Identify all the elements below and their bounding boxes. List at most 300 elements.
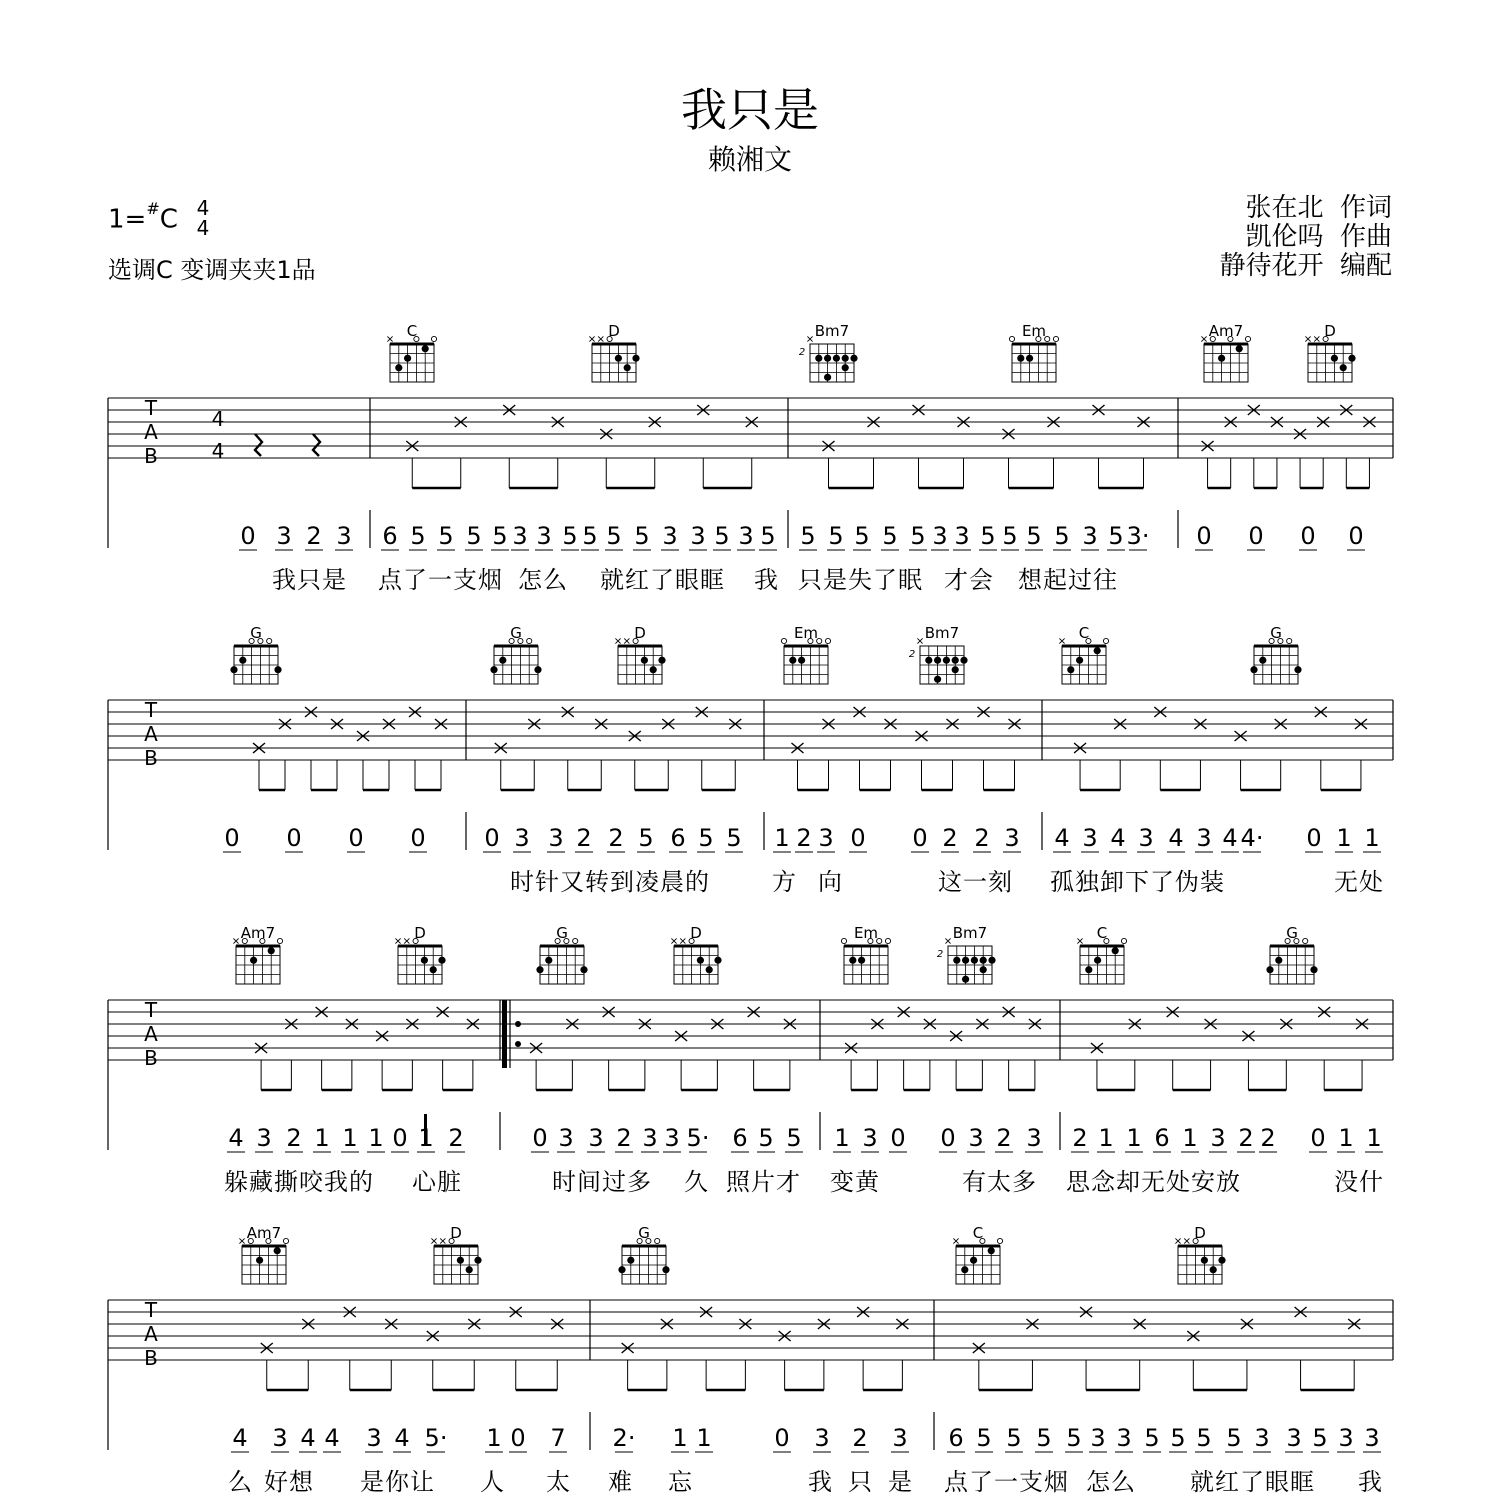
numbered-note: 3 (514, 824, 530, 852)
chord-finger-dot (499, 657, 506, 664)
chord-name: Em (793, 624, 819, 642)
chord-finger-dot (230, 666, 237, 673)
tab-clef-letter: A (144, 420, 158, 444)
numbered-note: 6 (670, 824, 686, 852)
chord-finger-dot (1094, 957, 1101, 964)
numbered-note: 4 (1110, 824, 1126, 852)
lyric-text: 变黄 (830, 1168, 880, 1196)
lyric-text: 没什 (1334, 1168, 1384, 1196)
numbered-note: 0 (392, 1124, 408, 1152)
numbered-note: 3 (1004, 824, 1020, 852)
lyric-text: 向 (818, 868, 843, 896)
chord-diagram-bm7 (909, 624, 968, 684)
lyric-text: 怎么 (1086, 1468, 1136, 1496)
chord-fret-number: 2 (936, 949, 944, 960)
lyric-text: 时针又转到凌晨的 (510, 868, 710, 896)
numbered-note: 0 (410, 824, 426, 852)
chord-finger-dot (256, 1257, 263, 1264)
chord-finger-dot (274, 1247, 281, 1254)
numbered-note: 3 (558, 1124, 574, 1152)
chord-open-string (841, 938, 846, 943)
numbered-note: 1 (696, 1424, 712, 1452)
repeat-thick-bar (502, 1000, 507, 1068)
tab-clef-letter: B (144, 1346, 158, 1370)
numbered-note: 2 (974, 824, 990, 852)
chord-diagram-g (536, 924, 587, 984)
numbered-note: 1 (368, 1124, 384, 1152)
numbered-note: 1 (486, 1424, 502, 1452)
chord-name: Bm7 (924, 624, 960, 642)
chord-fret-number: 2 (908, 649, 916, 660)
chord-name: Am7 (240, 924, 276, 942)
chord-finger-dot (970, 1257, 977, 1264)
chord-finger-dot (1085, 966, 1092, 973)
numbered-note: 5 (976, 1424, 992, 1452)
numbered-note: 5 (1006, 1424, 1022, 1452)
capo-note: 选调C 变调夹夹1品 (108, 256, 316, 284)
lyric-text: 好想 (264, 1468, 314, 1496)
numbered-note: 5 (638, 824, 654, 852)
chord-name: D (608, 322, 620, 340)
chord-finger-dot (952, 657, 959, 664)
lyric-text: 点了一支烟 (378, 566, 503, 594)
repeat-dot (515, 1021, 521, 1027)
numbered-note: 1 (1126, 1124, 1142, 1152)
chord-open-string (431, 336, 436, 341)
chord-finger-dot (815, 355, 822, 362)
chord-finger-dot (1340, 364, 1347, 371)
chord-finger-dot (1236, 345, 1243, 352)
composer-credit: 凯伦吗 作曲 (1245, 222, 1392, 252)
numbered-note: 3 (366, 1424, 382, 1452)
chord-muted-string (598, 336, 603, 341)
chord-diagram-d (671, 924, 721, 984)
chord-muted-string (404, 938, 409, 943)
chord-muted-string (624, 638, 629, 643)
numbered-note: 4 (1222, 824, 1238, 852)
chord-muted-string (671, 938, 676, 943)
chord-muted-string (953, 1238, 958, 1243)
tab-clef-letter: A (144, 722, 158, 746)
chord-muted-string (395, 938, 400, 943)
numbered-note: 2 (796, 824, 812, 852)
chord-diagram-g (1250, 624, 1301, 684)
chord-finger-dot (268, 947, 275, 954)
numbered-note: 1 (672, 1424, 688, 1452)
chord-muted-string (917, 638, 922, 643)
chord-diagram-bm7 (937, 924, 996, 984)
chord-finger-dot (1218, 355, 1225, 362)
lyric-text: 是你让 (360, 1468, 435, 1496)
chord-finger-dot (925, 657, 932, 664)
chord-finger-dot (627, 1257, 634, 1264)
numbered-note: 2 (1072, 1124, 1088, 1152)
chord-finger-dot (395, 364, 402, 371)
chord-finger-dot (421, 957, 428, 964)
lyric-text: 躲藏撕咬我的 (224, 1168, 374, 1196)
numbered-note: 1 (418, 1124, 434, 1152)
numbered-note: 0 (1300, 522, 1316, 550)
chord-diagram-am7 (233, 924, 282, 984)
numbered-note: 4 (300, 1424, 316, 1452)
chord-finger-dot (1112, 947, 1119, 954)
chord-diagram-d (615, 624, 665, 684)
numbered-note: 5· (424, 1424, 448, 1452)
lyric-text: 有太多 (962, 1168, 1037, 1196)
chord-open-string (283, 1238, 288, 1243)
chord-name: Bm7 (814, 322, 850, 340)
numbered-note: 5 (854, 522, 870, 550)
numbered-note: 1 (342, 1124, 358, 1152)
numbered-note: 3 (512, 522, 528, 550)
chord-finger-dot (641, 657, 648, 664)
chord-finger-dot (1310, 966, 1317, 973)
chord-open-string (825, 638, 830, 643)
chord-finger-dot (615, 355, 622, 362)
lyric-text: 方 (772, 868, 797, 896)
numbered-note: 3 (968, 1124, 984, 1152)
lyric-text: 我 (808, 1468, 833, 1496)
lyric-text: 就红了眼眶 (1190, 1468, 1315, 1496)
numbered-note: 5 (980, 522, 996, 550)
numbered-note: 3 (1286, 1424, 1302, 1452)
chord-finger-dot (662, 1266, 669, 1273)
chord-name: Bm7 (952, 924, 988, 942)
chord-finger-dot (824, 355, 831, 362)
numbered-note: 1 (1366, 1124, 1382, 1152)
chord-name: G (556, 924, 568, 942)
lyric-text: 我 (754, 566, 779, 594)
numbered-note: 0 (240, 522, 256, 550)
chord-finger-dot (842, 355, 849, 362)
numbered-note: 5 (758, 1124, 774, 1152)
chord-name: G (1286, 924, 1298, 942)
chord-finger-dot (849, 957, 856, 964)
chord-name: Am7 (246, 1224, 282, 1242)
numbered-note: 3 (954, 522, 970, 550)
staff-time-signature: 4 (211, 407, 225, 431)
chord-name: G (510, 624, 522, 642)
quarter-rest (313, 434, 320, 456)
tab-clef-letter: A (144, 1022, 158, 1046)
chord-finger-dot (934, 657, 941, 664)
lyric-text: 难 (608, 1468, 633, 1496)
numbered-note: 0 (940, 1124, 956, 1152)
chord-name: C (1096, 924, 1108, 942)
numbered-note: 5 (1002, 522, 1018, 550)
numbered-note: 3 (548, 824, 564, 852)
numbered-note: 5 (698, 824, 714, 852)
chord-finger-dot (632, 355, 639, 362)
lyric-text: 怎么 (518, 566, 568, 594)
chord-open-string (1103, 638, 1108, 643)
chord-name: D (450, 1224, 462, 1242)
numbered-note: 3 (276, 522, 292, 550)
tab-clef-letter: T (144, 998, 158, 1022)
chord-name: C (406, 322, 418, 340)
chord-finger-dot (250, 957, 257, 964)
numbered-note: 3 (690, 522, 706, 550)
numbered-note: 5 (828, 522, 844, 550)
chord-open-string (1245, 336, 1250, 341)
numbered-note: 2 (608, 824, 624, 852)
lyric-text: 无处 (1334, 868, 1384, 896)
numbered-note: 6 (732, 1124, 748, 1152)
lyric-text: 我 (1358, 1468, 1383, 1496)
lyric-text: 孤独卸下了伪装 (1050, 868, 1225, 896)
chord-finger-dot (714, 957, 721, 964)
lyric-text: 想起过往 (1018, 566, 1118, 594)
numbered-note: 0 (1196, 522, 1212, 550)
lyric-text: 忘 (668, 1468, 693, 1496)
chord-diagram-c (1059, 624, 1108, 684)
chord-finger-dot (952, 666, 959, 673)
lyric-text: 就红了眼眶 (600, 566, 725, 594)
numbered-note: 3 (1138, 824, 1154, 852)
song-title: 我只是 (681, 83, 819, 137)
chord-finger-dot (1067, 666, 1074, 673)
chord-muted-string (945, 938, 950, 943)
chord-finger-dot (980, 957, 987, 964)
chord-finger-dot (624, 364, 631, 371)
numbered-note: 5 (582, 522, 598, 550)
chord-finger-dot (650, 666, 657, 673)
numbered-note: 5 (1066, 1424, 1082, 1452)
chord-diagram-g (490, 624, 541, 684)
numbered-note: 3 (588, 1124, 604, 1152)
artist-name: 赖湘文 (707, 143, 792, 176)
numbered-note: 3 (738, 522, 754, 550)
numbered-note: 3 (662, 522, 678, 550)
numbered-note: 3 (642, 1124, 658, 1152)
chord-muted-string (1175, 1238, 1180, 1243)
numbered-note: 3 (1116, 1424, 1132, 1452)
chord-finger-dot (1259, 657, 1266, 664)
chord-open-string (1287, 638, 1292, 643)
tab-clef-letter: B (144, 1046, 158, 1070)
chord-finger-dot (1331, 355, 1338, 362)
chord-finger-dot (1076, 657, 1083, 664)
chord-name: Em (853, 924, 879, 942)
numbered-note: 1 (834, 1124, 850, 1152)
chord-finger-dot (1094, 647, 1101, 654)
numbered-note: 3 (664, 1124, 680, 1152)
key-prefix: 1= (108, 204, 147, 235)
chord-finger-dot (960, 657, 967, 664)
numbered-note: 5 (1054, 522, 1070, 550)
chord-finger-dot (457, 1257, 464, 1264)
numbered-note: 3 (1338, 1424, 1354, 1452)
chord-finger-dot (850, 355, 857, 362)
numbered-note: 1 (1182, 1124, 1198, 1152)
chord-finger-dot (1210, 1266, 1217, 1273)
numbered-note: 0 (286, 824, 302, 852)
numbered-note: 0 (348, 824, 364, 852)
numbered-note: 1 (1364, 824, 1380, 852)
numbered-note: 5 (1144, 1424, 1160, 1452)
numbered-note: 2 (852, 1424, 868, 1452)
chord-diagram-c (953, 1224, 1002, 1284)
numbered-note: 1 (314, 1124, 330, 1152)
numbered-note: 3 (1090, 1424, 1106, 1452)
chord-finger-dot (422, 345, 429, 352)
numbered-note: 3 (336, 522, 352, 550)
lyric-text: 是 (888, 1468, 913, 1496)
chord-open-string (267, 638, 272, 643)
numbered-note: 2 (1238, 1124, 1254, 1152)
chord-open-string (997, 1238, 1002, 1243)
numbered-note: 5 (910, 522, 926, 550)
chord-diagram-em (1009, 322, 1058, 382)
chord-finger-dot (1294, 666, 1301, 673)
lyric-text: 太 (546, 1468, 571, 1496)
chord-diagram-c (1077, 924, 1126, 984)
tab-clef-letter: B (144, 746, 158, 770)
numbered-note: 3 (256, 1124, 272, 1152)
chord-diagram-d (589, 322, 639, 382)
chord-finger-dot (842, 364, 849, 371)
chord-finger-dot (1348, 355, 1355, 362)
system-4 (108, 1224, 1393, 1496)
chord-muted-string (1305, 336, 1310, 341)
lyric-text: 只是失了眠 (798, 566, 923, 594)
chord-name: D (634, 624, 646, 642)
chord-finger-dot (988, 1247, 995, 1254)
chord-finger-dot (1026, 355, 1033, 362)
numbered-note: 1 (1336, 824, 1352, 852)
chord-muted-string (387, 336, 392, 341)
chord-fret-number: 2 (798, 347, 806, 358)
chord-diagram-g (230, 624, 281, 684)
numbered-note: 0 (1348, 522, 1364, 550)
chord-name: C (1078, 624, 1090, 642)
chord-muted-string (589, 336, 594, 341)
numbered-note: 6 (382, 522, 398, 550)
chord-finger-dot (1017, 355, 1024, 362)
numbered-note: 0 (774, 1424, 790, 1452)
numbered-note: 5 (438, 522, 454, 550)
numbered-note: 5 (1036, 1424, 1052, 1452)
numbered-note: 4 (228, 1124, 244, 1152)
chord-muted-string (239, 1238, 244, 1243)
system-3 (108, 924, 1393, 1196)
numbered-note: 0 (510, 1424, 526, 1452)
numbered-note: 1 (774, 824, 790, 852)
chord-finger-dot (536, 966, 543, 973)
chord-diagram-am7 (239, 1224, 288, 1284)
chord-finger-dot (490, 666, 497, 673)
sharp-sign: # (146, 199, 160, 218)
chord-finger-dot (545, 957, 552, 964)
chord-finger-dot (474, 1257, 481, 1264)
chord-name: D (690, 924, 702, 942)
chord-open-string (527, 638, 532, 643)
chord-finger-dot (971, 957, 978, 964)
numbered-note: 3 (1364, 1424, 1380, 1452)
chord-finger-dot (980, 966, 987, 973)
numbered-note: 2 (616, 1124, 632, 1152)
chord-name: C (972, 1224, 984, 1242)
chord-muted-string (807, 336, 812, 341)
chord-finger-dot (466, 1266, 473, 1273)
chord-diagram-bm7 (799, 322, 858, 382)
chord-finger-dot (824, 374, 831, 381)
chord-diagram-d (1175, 1224, 1225, 1284)
numbered-note: 5 (1226, 1424, 1242, 1452)
tab-clef-letter: B (144, 444, 158, 468)
chord-open-string (1303, 938, 1308, 943)
time-signature-top: 4 (196, 196, 210, 220)
chord-open-string (781, 638, 786, 643)
system-1 (108, 322, 1393, 594)
chord-finger-dot (943, 657, 950, 664)
numbered-note: 3 (272, 1424, 288, 1452)
chord-muted-string (233, 938, 238, 943)
numbered-note: 3 (1082, 522, 1098, 550)
numbered-note: 3· (1126, 522, 1150, 550)
staff-time-signature: 4 (211, 439, 225, 463)
chord-muted-string (1059, 638, 1064, 643)
chord-finger-dot (1250, 666, 1257, 673)
tab-clef-letter: A (144, 1322, 158, 1346)
chord-name: D (414, 924, 426, 942)
chord-name: D (1324, 322, 1336, 340)
chord-open-string (1053, 336, 1058, 341)
chord-finger-dot (833, 355, 840, 362)
numbered-note: 0 (912, 824, 928, 852)
numbered-note: 5 (606, 522, 622, 550)
numbered-note: 5 (1196, 1424, 1212, 1452)
chord-finger-dot (274, 666, 281, 673)
numbered-note: 4 (394, 1424, 410, 1452)
numbered-note: 2 (996, 1124, 1012, 1152)
numbered-note: 2 (286, 1124, 302, 1152)
numbered-note: 4 (324, 1424, 340, 1452)
numbered-note: 5 (492, 522, 508, 550)
numbered-note: 5 (786, 1124, 802, 1152)
chord-diagram-am7 (1201, 322, 1250, 382)
numbered-note: 5 (634, 522, 650, 550)
lyric-text: 心脏 (412, 1168, 462, 1196)
numbered-note: 3 (1210, 1124, 1226, 1152)
numbered-note: 5 (726, 824, 742, 852)
chord-muted-string (680, 938, 685, 943)
numbered-note: 5 (1170, 1424, 1186, 1452)
numbered-note: 3 (1196, 824, 1212, 852)
chord-finger-dot (534, 666, 541, 673)
numbered-note: 5 (714, 522, 730, 550)
lyric-text: 这一刻 (938, 868, 1013, 896)
chord-finger-dot (934, 676, 941, 683)
arranger-credit: 静待花开 编配 (1219, 251, 1392, 281)
chord-finger-dot (962, 957, 969, 964)
numbered-note: 3 (818, 824, 834, 852)
numbered-note: 5 (562, 522, 578, 550)
numbered-note: 3 (814, 1424, 830, 1452)
numbered-note: 4 (1168, 824, 1184, 852)
chord-muted-string (1314, 336, 1319, 341)
chord-diagram-d (1305, 322, 1355, 382)
numbered-note: 0 (850, 824, 866, 852)
chord-open-string (573, 938, 578, 943)
lyric-text: 我只是 (272, 566, 347, 594)
chord-diagram-g (618, 1224, 669, 1284)
system-1-intro (212, 407, 320, 463)
chord-diagram-d (395, 924, 445, 984)
chord-finger-dot (706, 966, 713, 973)
numbered-note: 0 (484, 824, 500, 852)
numbered-note: 7 (550, 1424, 566, 1452)
